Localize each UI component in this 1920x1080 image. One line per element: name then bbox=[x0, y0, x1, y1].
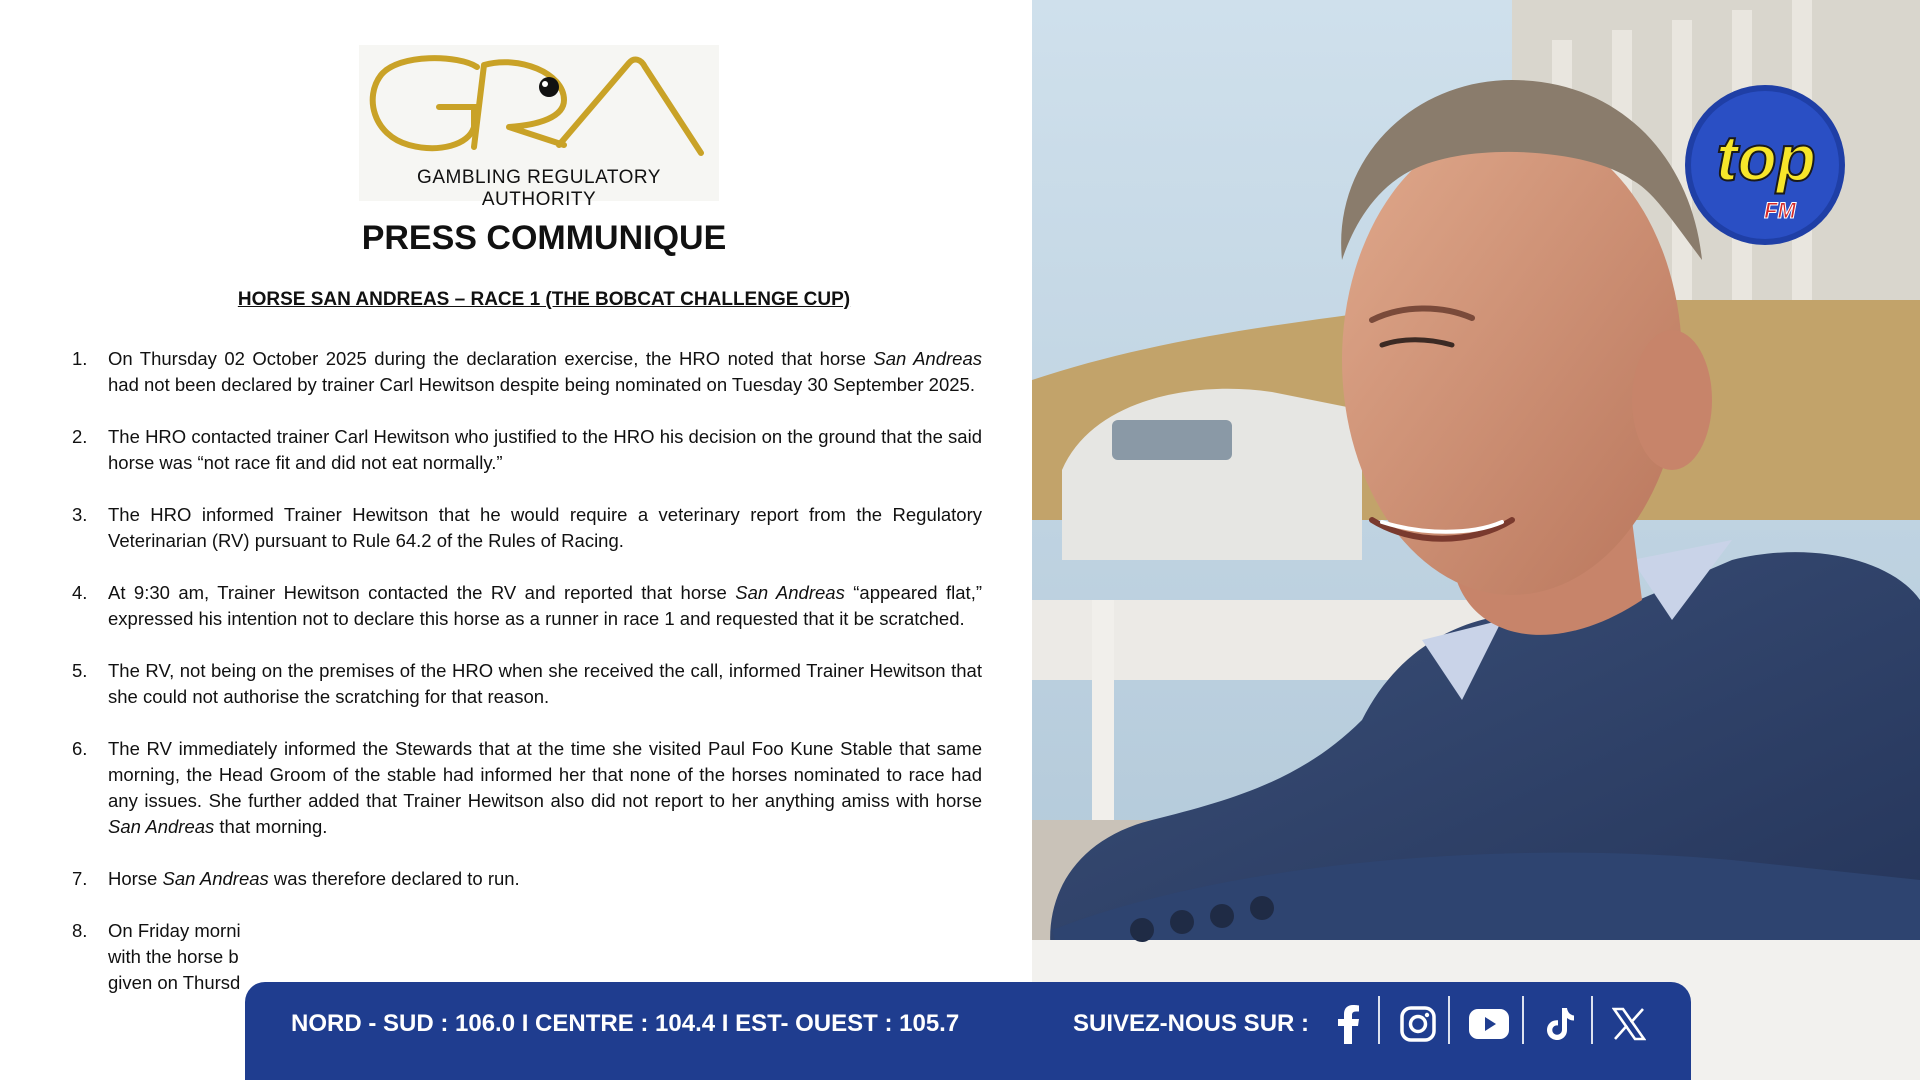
list-item bbox=[64, 424, 982, 476]
list-item-number: 2. bbox=[72, 426, 88, 447]
x-icon[interactable] bbox=[1601, 996, 1657, 1052]
list-item bbox=[64, 866, 982, 892]
social-separator bbox=[1591, 996, 1593, 1044]
facebook-icon[interactable] bbox=[1320, 996, 1376, 1052]
list-item bbox=[64, 346, 982, 398]
numbered-list bbox=[64, 346, 982, 1022]
list-item-text-line: with the horse b bbox=[108, 946, 239, 967]
list-item bbox=[64, 502, 982, 554]
instagram-icon[interactable] bbox=[1390, 996, 1446, 1052]
list-item-text: The HRO informed Trainer Hewitson that he would require a veterinary report from the Regulatory Veterinarian (RV) pursuant to Rule 64.2 of the Rules of Racing. bbox=[108, 504, 982, 551]
gra-logo bbox=[359, 45, 719, 210]
radio-banner bbox=[245, 982, 1691, 1080]
list-item-text: The HRO contacted trainer Carl Hewitson who justified to the HRO his decision on the ground that the said horse was “not race fit and did not eat normally.” bbox=[108, 426, 982, 473]
list-item bbox=[64, 580, 982, 632]
youtube-icon[interactable] bbox=[1461, 996, 1517, 1052]
social-separator bbox=[1522, 996, 1524, 1044]
list-item-text: On Thursday 02 October 2025 during the declaration exercise, the HRO noted that horse San Andreas had not been declared by trainer Carl Hewitson despite being nominated on Tuesday 30 September 2025. bbox=[108, 348, 982, 395]
list-item-text-line: given on Thursd bbox=[108, 972, 241, 993]
social-separator bbox=[1378, 996, 1380, 1044]
top-fm-sub: FM bbox=[1764, 198, 1796, 223]
list-item-number: 3. bbox=[72, 504, 88, 525]
frequencies-text: NORD - SUD : 106.0 I CENTRE : 104.4 I EST- OUEST : 105.7 bbox=[291, 1010, 960, 1037]
logo-text: GAMBLING REGULATORY AUTHORITY bbox=[417, 167, 661, 210]
top-fm-logo bbox=[1684, 84, 1846, 246]
page-subtitle: HORSE SAN ANDREAS – RACE 1 (THE BOBCAT CHALLENGE CUP) bbox=[237, 289, 851, 310]
list-item-number: 6. bbox=[72, 738, 88, 759]
list-item bbox=[64, 658, 982, 710]
list-item bbox=[64, 736, 982, 840]
list-item-text: The RV, not being on the premises of the HRO when she received the call, informed Trainer Hewitson that she could not authorise the scratching for that reason. bbox=[108, 660, 982, 707]
tiktok-icon[interactable] bbox=[1532, 996, 1588, 1052]
follow-us-label: SUIVEZ-NOUS SUR : bbox=[1073, 1010, 1310, 1037]
list-item-number: 4. bbox=[72, 582, 88, 603]
list-item-text: The RV immediately informed the Stewards that at the time she visited Paul Foo Kune Stable that same morning, the Head Groom of the stable had informed her that none of the horses nominated to race had any issues. She further added that Trainer Hewitson also did not report to her anything amiss with horse San Andreas that morning. bbox=[108, 738, 982, 837]
list-item-text: At 9:30 am, Trainer Hewitson contacted the RV and reported that horse San Andreas “appeared flat,” expressed his intention not to declare this horse as a runner in race 1 and requested that it be scratched. bbox=[108, 582, 982, 629]
list-item-number: 7. bbox=[72, 868, 88, 889]
gra-logo-mark bbox=[359, 45, 719, 165]
list-item-text: On Friday morni with the horse b given on Thursd bbox=[108, 920, 241, 993]
list-item-number: 1. bbox=[72, 348, 88, 369]
list-item-number: 5. bbox=[72, 660, 88, 681]
list-item-text: Horse San Andreas was therefore declared to run. bbox=[108, 868, 520, 889]
top-fm-brand: top bbox=[1716, 122, 1816, 194]
list-item-number: 8. bbox=[72, 920, 88, 941]
social-separator bbox=[1448, 996, 1450, 1044]
page-title: PRESS COMMUNIQUE bbox=[361, 219, 727, 257]
